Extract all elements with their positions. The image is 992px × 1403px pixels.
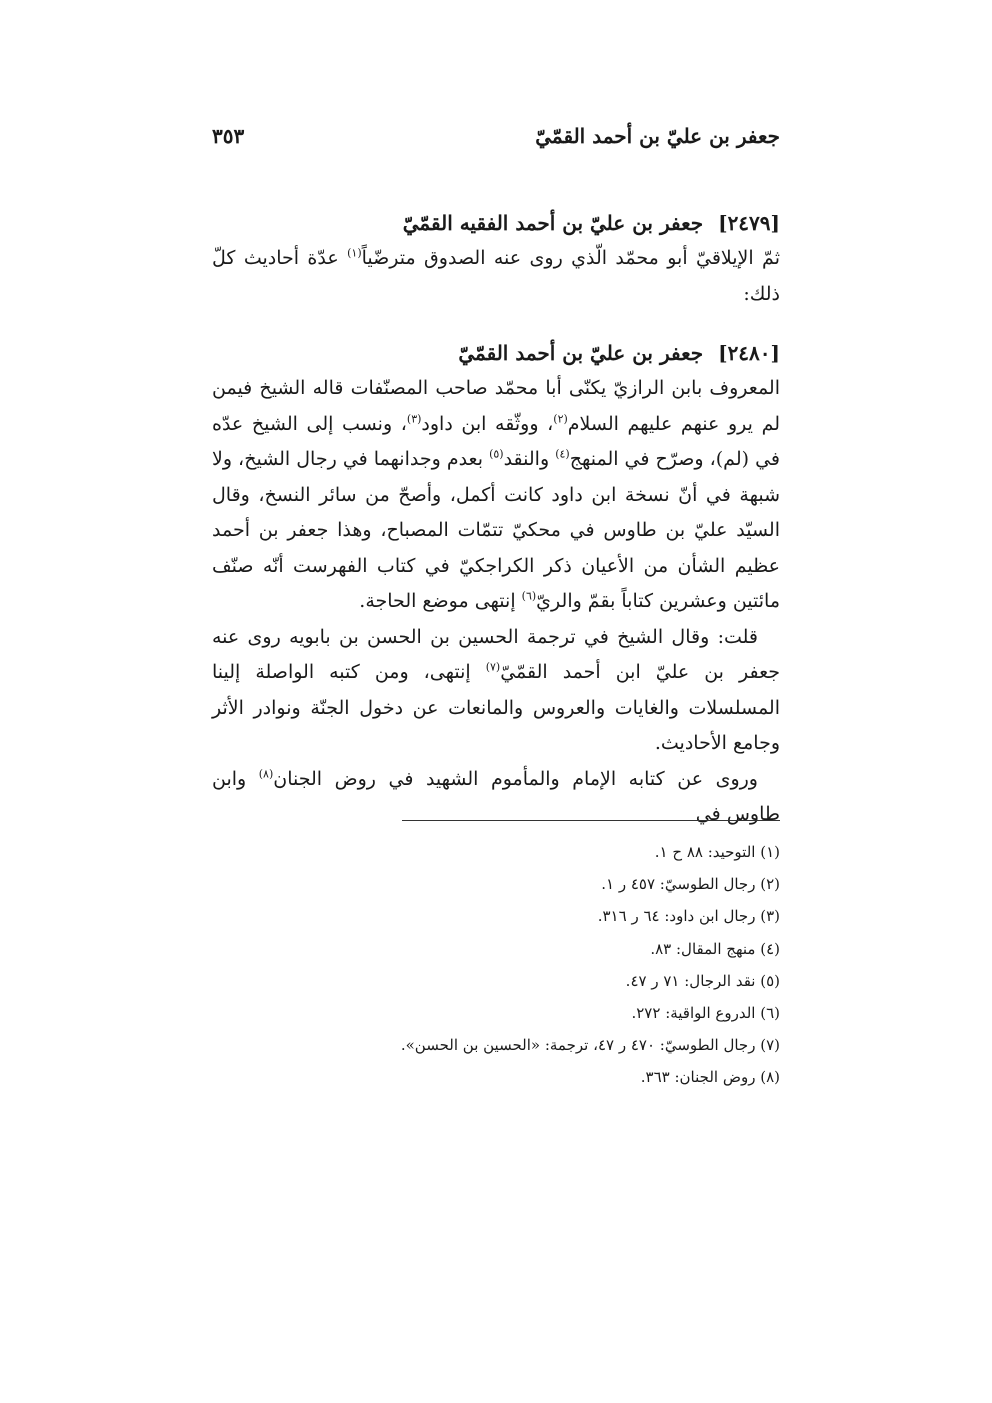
text-segment: ثمّ الإيلاقيّ أبو محمّد الّذي روى عنه الصدوق مترضّياً bbox=[361, 247, 780, 269]
text-segment: بعدم وجدانهما في رجال الشيخ، ولا شبهة في أنّ نسخة ابن داود كانت أكمل، وأصحّ من سائر النسخ، وقال السيّد عليّ بن طاوس في محكيّ تتمّات المصباح، وهذا جعفر بن أحمد عظيم الشأن من الأعيان ذكر الكراجكيّ في كتاب الفهرست أنّه صنّف مائتين وعشرين كتاباً بقمّ والريّ bbox=[212, 448, 780, 612]
footnote-ref: (٣) bbox=[406, 412, 422, 426]
main-text bbox=[212, 206, 780, 833]
entry bbox=[212, 206, 780, 312]
text-segment: إنتهى، ومن كتبه الواصلة إلينا المسلسلات والغايات والعروس والمانعات عن دخول الجنّة ونوادر الأثر وجامع الأحاديث. bbox=[212, 661, 780, 754]
paragraph bbox=[212, 371, 780, 620]
footnote-separator bbox=[402, 820, 780, 821]
paragraph bbox=[212, 762, 780, 833]
footnote: (٦) الدروع الواقية: ٢٧٢. bbox=[631, 1004, 780, 1023]
text-segment: ، ونسب إلى الشيخ عدّه في (لم)، وصرّح في المنهج bbox=[212, 412, 780, 470]
page-number: ٣٥٣ bbox=[212, 124, 245, 148]
entry-number: [٢٤٧٩] bbox=[718, 211, 780, 235]
footnote: (٣) رجال ابن داود: ٦٤ ر ٣١٦. bbox=[597, 907, 780, 926]
entry-heading bbox=[212, 336, 780, 371]
entry-number: [٢٤٨٠] bbox=[718, 341, 780, 365]
text-segment: وروى عن كتابه الإمام والمأموم الشهيد في روض الجنان bbox=[273, 767, 758, 790]
spacer bbox=[212, 312, 780, 336]
footnote-ref: (٢) bbox=[553, 412, 568, 426]
footnote-ref: (٦) bbox=[521, 589, 537, 603]
footnotes bbox=[212, 836, 780, 1094]
page-header bbox=[212, 118, 780, 158]
entry bbox=[212, 336, 780, 833]
footnote: (٨) روض الجنان: ٣٦٣. bbox=[640, 1068, 780, 1087]
footnote-ref: (٧) bbox=[485, 660, 501, 674]
footnote: (٢) رجال الطوسيّ: ٤٥٧ ر ١. bbox=[601, 875, 780, 894]
text-segment: وابن طاوس في bbox=[212, 767, 780, 825]
footnote-ref: (٨) bbox=[258, 767, 274, 781]
paragraph bbox=[212, 620, 780, 762]
entry-title: جعفر بن عليّ بن أحمد الفقيه القمّيّ bbox=[402, 211, 704, 235]
footnote: (١) التوحيد: ٨٨ ح ١. bbox=[654, 843, 780, 861]
footnote-ref: (١) bbox=[347, 246, 362, 260]
entry-title: جعفر بن عليّ بن أحمد القمّيّ bbox=[458, 341, 704, 365]
footnote: (٧) رجال الطوسيّ: ٤٧٠ ر ٤٧، ترجمة: «الحسين بن الحسن». bbox=[400, 1036, 780, 1055]
text-segment: عدّة أحاديث كلّ ذلك: bbox=[212, 247, 780, 305]
text-segment: ، ووثّقه ابن داود bbox=[421, 412, 554, 435]
footnote: (٥) نقد الرجال: ٧١ ر ٤٧. bbox=[625, 971, 780, 990]
footnote-ref: (٥) bbox=[489, 447, 504, 461]
text-segment: والنقد bbox=[503, 448, 556, 470]
entry-heading bbox=[212, 206, 780, 241]
text-segment: قلت: وقال الشيخ في ترجمة الحسين بن الحسن بن بابويه روى عنه جعفر بن عليّ ابن أحمد القمّيّ bbox=[212, 625, 780, 683]
running-title: جعفر بن عليّ بن أحمد القمّيّ bbox=[535, 124, 780, 148]
text-segment: المعروف بابن الرازيّ يكنّى أبا محمّد صاحب المصنّفات قاله الشيخ فيمن لم يرو عنهم عليهم السلام bbox=[212, 377, 781, 435]
footnote-ref: (٤) bbox=[555, 447, 570, 461]
paragraph bbox=[212, 241, 780, 312]
footnote: (٤) منهج المقال: ٨٣. bbox=[650, 939, 780, 958]
text-segment: إنتهى موضع الحاجة. bbox=[359, 590, 522, 612]
